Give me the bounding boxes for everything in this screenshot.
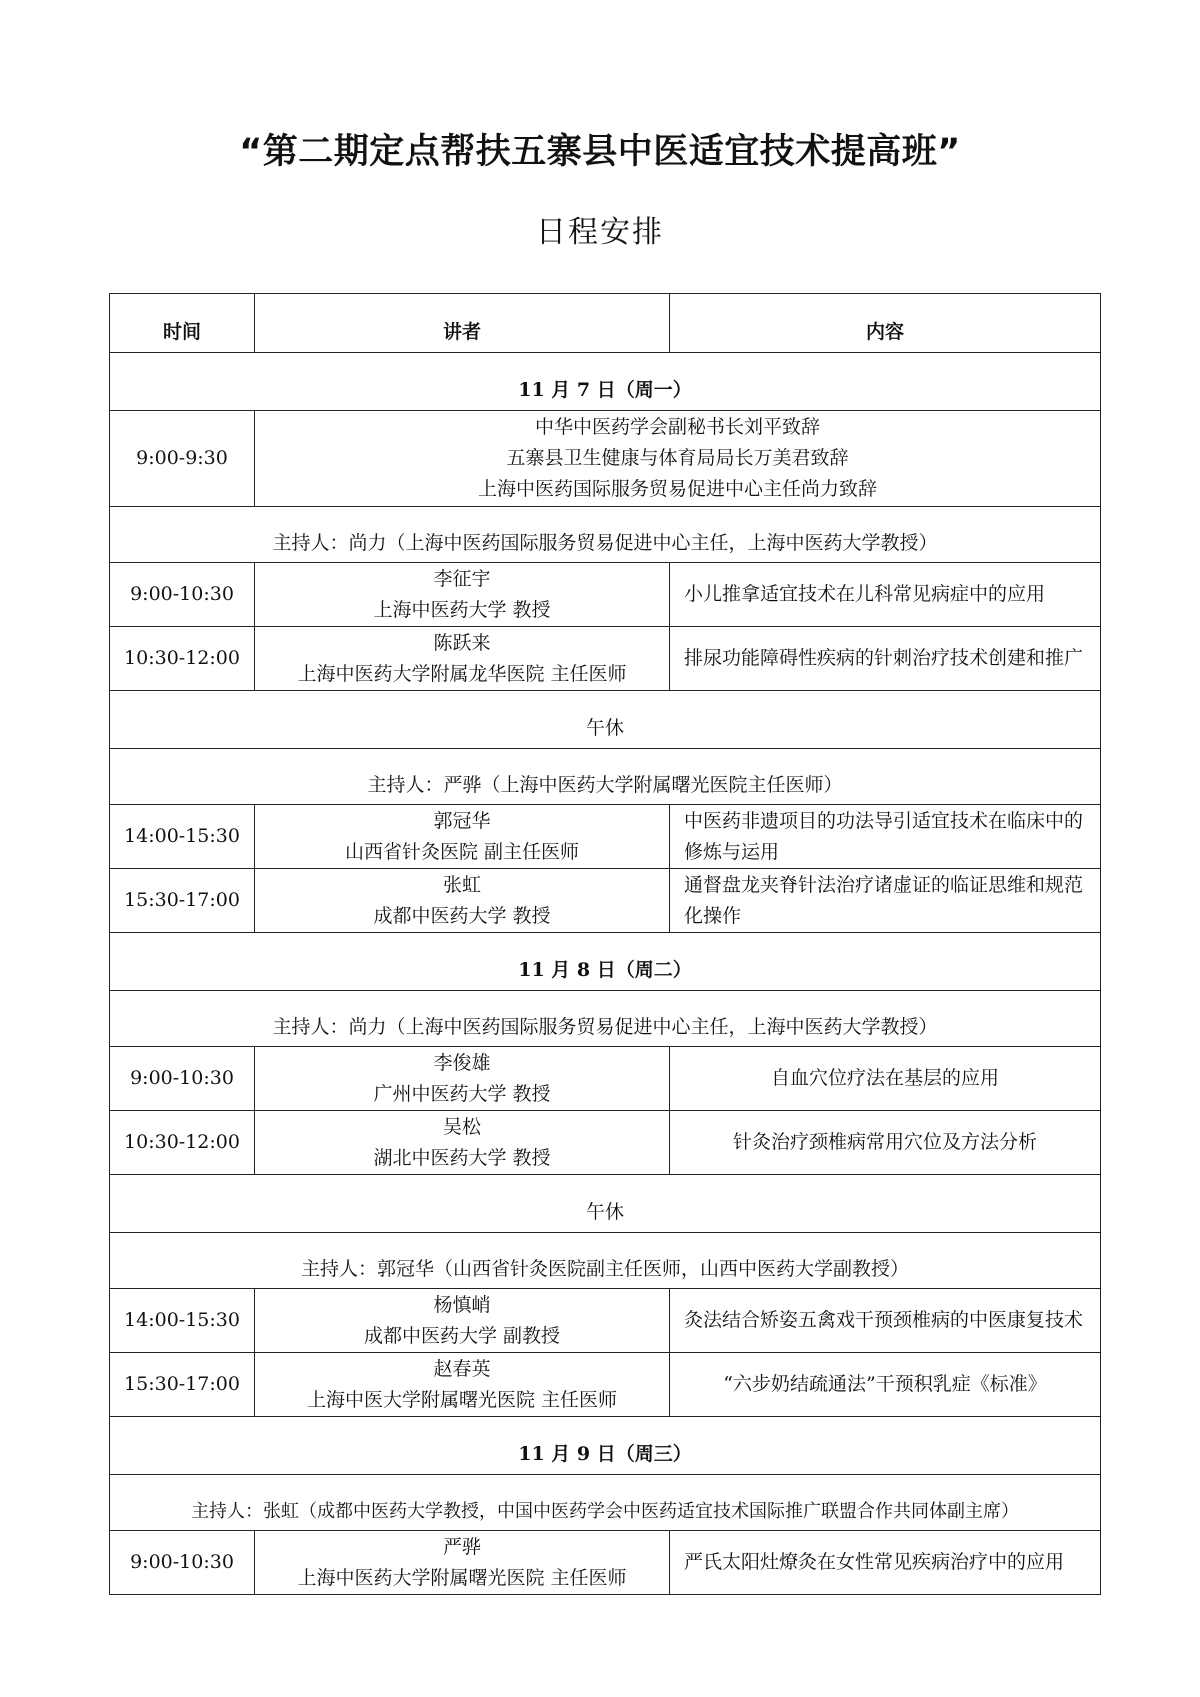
host-row [110,507,1101,563]
host-row [110,1475,1101,1531]
day-label: 11 月 9 日（周三） [110,1417,1101,1475]
speaker-org: 成都中医药大学 副教授 [363,1324,561,1347]
host-text: 主持人：尚力（上海中医药国际服务贸易促进中心主任，上海中医药大学教授） [110,991,1101,1047]
speaker-name: 李征宇 [433,567,491,590]
content-cell: 通督盘龙夹脊针法治疗诸虚证的临证思维和规范化操作 [670,869,1101,933]
host-row [110,1233,1101,1289]
session-row [110,869,1101,933]
content-cell: 小儿推拿适宜技术在儿科常见病症中的应用 [670,563,1101,627]
day-row [110,933,1101,991]
day-row [110,353,1101,411]
speaker-cell [255,627,670,691]
time-cell: 15:30-17:00 [110,869,255,933]
speaker-org: 上海中医药大学附属曙光医院 主任医师 [297,1566,627,1589]
session-row [110,1047,1101,1111]
content-cell: 针灸治疗颈椎病常用穴位及方法分析 [670,1111,1101,1175]
break-row [110,1175,1101,1233]
session-row [110,1111,1101,1175]
speaker-name: 吴松 [442,1115,481,1138]
content-cell: 中医药非遗项目的功法导引适宜技术在临床中的修炼与运用 [670,805,1101,869]
session-row [110,1353,1101,1417]
speaker-name: 严骅 [442,1535,481,1558]
document-title: “第二期定点帮扶五寨县中医适宜技术提高班” [239,132,961,172]
speaker-org: 湖北中医药大学 教授 [373,1146,551,1169]
document-subtitle: 日程安排 [536,215,664,250]
speaker-org: 上海中医药大学附属龙华医院 主任医师 [297,662,627,685]
header-speaker: 讲者 [255,294,670,353]
speaker-org: 山西省针灸医院 副主任医师 [344,840,580,863]
day-row [110,1417,1101,1475]
time-cell: 14:00-15:30 [110,1289,255,1353]
speaker-name: 陈跃来 [433,631,491,654]
time-cell: 10:30-12:00 [110,1111,255,1175]
speaker-cell [255,1531,670,1595]
content-cell: 严氏太阳灶燎灸在女性常见疾病治疗中的应用 [670,1531,1101,1595]
host-text: 主持人：严骅（上海中医药大学附属曙光医院主任医师） [110,749,1101,805]
speaker-cell [255,805,670,869]
time-cell: 9:00-10:30 [110,563,255,627]
host-text: 主持人：张虹（成都中医药大学教授，中国中医药学会中医药适宜技术国际推广联盟合作共同体副主席） [110,1475,1101,1531]
content-cell: 灸法结合矫姿五禽戏干预颈椎病的中医康复技术 [670,1289,1101,1353]
opening-line: 五寨县卫生健康与体育局局长万美君致辞 [506,447,849,469]
speaker-cell [255,1353,670,1417]
day-label: 11 月 8 日（周二） [110,933,1101,991]
break-text: 午休 [110,691,1101,749]
time-cell: 15:30-17:00 [110,1353,255,1417]
schedule-table [109,293,1101,1595]
speaker-cell [255,869,670,933]
speaker-cell [255,1047,670,1111]
header-time: 时间 [110,294,255,353]
speaker-cell [255,563,670,627]
content-cell: 排尿功能障碍性疾病的针刺治疗技术创建和推广 [670,627,1101,691]
time-cell: 14:00-15:30 [110,805,255,869]
session-row [110,563,1101,627]
time-cell: 10:30-12:00 [110,627,255,691]
host-text: 主持人：尚力（上海中医药国际服务贸易促进中心主任，上海中医药大学教授） [110,507,1101,563]
opening-line: 中华中医药学会副秘书长刘平致辞 [534,416,820,438]
speaker-cell [255,1111,670,1175]
session-row [110,627,1101,691]
session-row [110,805,1101,869]
speaker-name: 张虹 [442,873,481,896]
header-row [110,294,1101,353]
session-row [110,1289,1101,1353]
time-cell: 9:00-9:30 [110,411,255,507]
host-text: 主持人：郭冠华（山西省针灸医院副主任医师，山西中医药大学副教授） [110,1233,1101,1289]
speaker-name: 郭冠华 [433,809,491,832]
break-text: 午休 [110,1175,1101,1233]
break-row [110,691,1101,749]
opening-row [110,411,1101,507]
speaker-org: 广州中医药大学 教授 [373,1082,551,1105]
speaker-cell [255,1289,670,1353]
host-row [110,991,1101,1047]
speaker-name: 赵春英 [433,1357,491,1380]
content-cell: “六步奶结疏通法”干预积乳症《标准》 [670,1353,1101,1417]
time-cell: 9:00-10:30 [110,1531,255,1595]
speaker-org: 成都中医药大学 教授 [373,904,551,927]
session-row [110,1531,1101,1595]
host-row [110,749,1101,805]
day-label: 11 月 7 日（周一） [110,353,1101,411]
speaker-name: 李俊雄 [433,1051,491,1074]
header-content: 内容 [670,294,1101,353]
opening-speeches [255,411,1101,507]
speaker-org: 上海中医大学附属曙光医院 主任医师 [306,1388,618,1411]
speaker-name: 杨慎峭 [433,1293,491,1316]
opening-line: 上海中医药国际服务贸易促进中心主任尚力致辞 [477,478,877,500]
speaker-org: 上海中医药大学 教授 [373,598,551,621]
time-cell: 9:00-10:30 [110,1047,255,1111]
content-cell: 自血穴位疗法在基层的应用 [670,1047,1101,1111]
